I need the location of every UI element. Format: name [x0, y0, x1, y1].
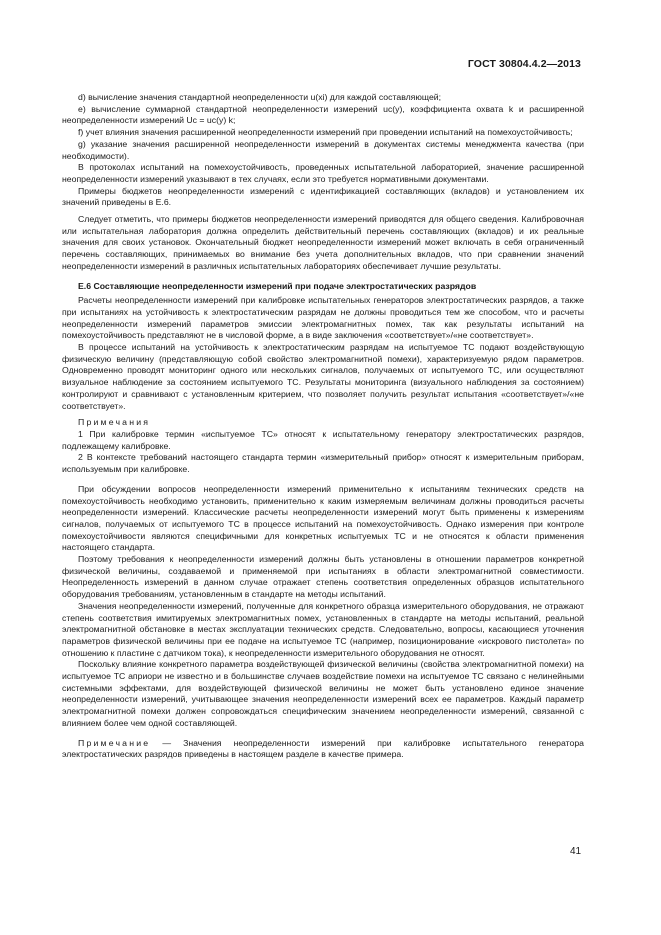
- protocol-paragraph: В протоколах испытаний на помехоустойчивость, проведенных испытательной лабораторией, значение расширенной неопределенности измерений указывают в тех случаях, если это требуется нормативными документами.: [62, 162, 584, 184]
- page-number: 41: [570, 846, 582, 857]
- discussion-paragraph: Поскольку влияние конкретного параметра воздействующей физической величины (свойства электромагнитной помехи) на испытуемое ТС априори не известно и в большинстве случаев воздействие помехи на испытуемое ТС связано с нелинейными системными эффектами, для воздействующей физической величины не может быть установлено единое значение неопределенности измерений, учитывающее значения неопределенности измерений всех ее параметров. Каждый параметр электромагнитной помехи должен сопровождаться специфическим значением неопределенности измерений, связанной с влиянием более чем одной составляющей.: [62, 659, 584, 728]
- section-heading: Е.6 Составляющие неопределенности измерений при подаче электростатических разрядов: [78, 280, 477, 291]
- discussion-paragraph: При обсуждении вопросов неопределенности измерений применительно к испытаниям технических средств на помехоустойчивость необходимо установить, применительно к каким измеряемым величинам должны проводиться расчеты неопределенности измерений. Классические расчеты неопределенности измерений могут быть применены к измерениям сигналов, получаемых от испытуемого ТС в процессе испытаний на помехоустойчивость. Однако измерения при контроле помехоустойчивости являются специфичными для конкретных испытуемых ТС и не относятся к области применения настоящего стандарта.: [62, 483, 584, 553]
- page-body: [62, 92, 584, 761]
- list-item-g: g) указание значения расширенной неопределенности измерений в документах системы менеджмента качества (при необходимости).: [62, 138, 584, 161]
- list-item-f: f) учет влияния значения расширенной неопределенности измерений при проведении испытаний на помехоустойчивость;: [78, 127, 573, 138]
- discussion-paragraph: Поэтому требования к неопределенности измерений должны быть установлены в отношении параметров конкретной физической величины, создаваемой и применяемой при испытаниях в области электромагнитной совместимости. Неопределенность измерений в данном случае отражает степень соответствия определенных образцов испытательного оборудования требованиям, установленным в стандарте на методы испытаний.: [62, 554, 584, 600]
- budget-paragraph: Следует отметить, что примеры бюджетов неопределенности измерений приводятся для общего сведения. Калибровочная или испытательная лаборатория должна определить действительный перечень составляющих (вкладов) и их реальные значения для своих установок. Окончательный бюджет неопределенности измерений может включать в себя ограниченный перечень составляющих, принимаемых во внимание без учета дополнительных вкладов, что при сравнении значений неопределенности измерений в различных испытательных лабораториях обеспечивает лучшие результаты.: [62, 214, 584, 271]
- list-item-d: d) вычисление значения стандартной неопределенности u(xi) для каждой составляющей;: [78, 92, 442, 102]
- standard-header: ГОСТ 30804.4.2—2013: [467, 58, 581, 70]
- final-note-text: — Значения неопределенности измерений при калибровке испытательного генератора электростатических разрядов приведены в настоящем разделе в качестве примера.: [62, 737, 584, 760]
- examples-paragraph: Примеры бюджетов неопределенности измерений с идентификацией составляющих (вкладов) и установлением их значений приведены в Е.6.: [62, 185, 584, 208]
- final-note: [62, 738, 584, 761]
- notes-label: Примечания: [78, 417, 151, 428]
- note-item: 2 В контексте требований настоящего стандарта термин «измерительный прибор» относят к измерительным приборам, используемым при калибровке.: [62, 452, 584, 475]
- discussion-paragraph: Значения неопределенности измерений, полученные для конкретного образца измерительного оборудования, не отражают степень соответствия имитируемых электромагнитных помех, установленных в стандарте на методы испытаний, реальной электромагнитной обстановке в местах эксплуатации технических средств. Следовательно, вопросы, касающиеся уточнения параметров физической величины при ее подаче на испытуемое ТС (например, позиционирование «искрового пистолета» по отношению к пластине с датчиком тока), к неопределенности измерительного оборудования не относят.: [62, 600, 584, 658]
- list-item-e: e) вычисление суммарной стандартной неопределенности измерений uc(y), коэффициента охвата k и расширенной неопределенности измерений Uc = uc(y) k;: [62, 103, 584, 126]
- section-paragraph: В процессе испытаний на устойчивость к электростатическим разрядам на испытуемое ТС подают воздействующую физическую величину (представляющую собой свойство электромагнитной помехи), характеризуемую рядом параметров. Одновременно проводят мониторинг одного или нескольких сигналов, получаемых от испытуемого ТС, или осуществляют визуальное наблюдение за состоянием испытуемого ТС. Результаты мониторинга (визуального наблюдения за состоянием) контролируют и сравнивают с установленным критерием, что позволяет получить результат испытания «соответствует»/«не соответствует».: [62, 342, 584, 411]
- final-note-label: Примечание: [78, 737, 151, 748]
- section-paragraph: Расчеты неопределенности измерений при калибровке испытательных генераторов электростатических разрядов, а также при испытаниях на устойчивость к электростатическим разрядам не должны проводиться тем же способом, что и расчеты неопределенности измерений параметров эмиссии электромагнитных помех, так как результаты испытаний на помехоустойчивость представляют не в числовой форме, а в виде заключения «соответствует»/«не соответствует».: [62, 295, 584, 341]
- note-item: 1 При калибровке термин «испытуемое ТС» относят к испытательному генератору электростатических разрядов, подлежащему калибровке.: [62, 428, 584, 451]
